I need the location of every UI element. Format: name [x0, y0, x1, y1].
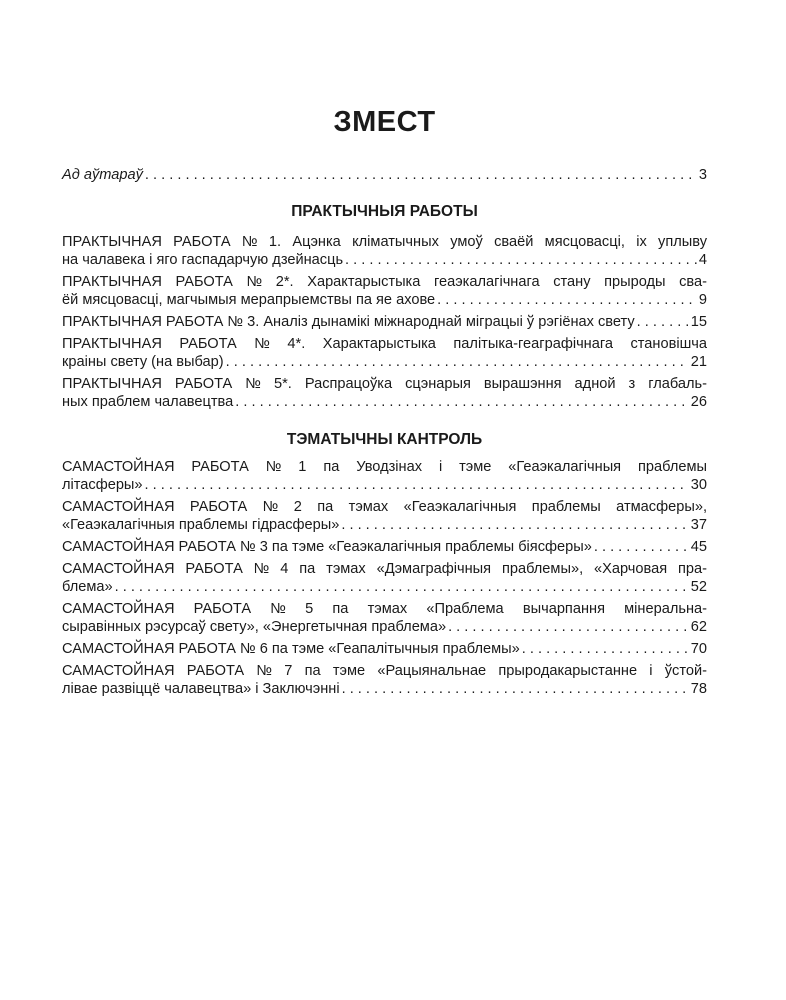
dot-leader: [341, 516, 688, 534]
toc-entry-intro[interactable]: [62, 166, 707, 184]
dot-leader: [448, 618, 689, 636]
toc-entry-line: САМАСТОЙНАЯ РАБОТА № 4 па тэмах «Дэмаграфічныя праблемы», «Харчовая пра-: [62, 561, 707, 577]
toc-entry[interactable]: [62, 662, 707, 698]
toc-entry-text: Ад аўтараў: [62, 167, 143, 183]
toc-page-number: 78: [690, 681, 707, 697]
toc-page-number: 62: [690, 619, 707, 635]
toc-entry-line: ных праблем чалавецтва: [62, 394, 234, 410]
toc-entry-line: літасферы»: [62, 477, 143, 493]
toc-entry[interactable]: [62, 335, 707, 371]
page-title: ЗМЕСТ: [333, 106, 436, 138]
toc-entry[interactable]: [62, 233, 707, 269]
toc-page-number: 26: [690, 394, 707, 410]
toc-entry-line: на чалавека і яго гаспадарчую дзейнасць: [62, 252, 344, 268]
toc-entry-line: краіны свету (на выбар): [62, 354, 224, 370]
section-heading: ПРАКТЫЧНЫЯ РАБОТЫ: [291, 203, 478, 220]
toc-entry-line: ПРАКТЫЧНАЯ РАБОТА № 4*. Характарыстыка палітыка-геаграфічнага становішча: [62, 336, 707, 352]
toc-entry-line: САМАСТОЙНАЯ РАБОТА № 2 па тэмах «Геаэкалагічныя праблемы атмасферы»,: [62, 499, 707, 515]
toc-page-number: 9: [698, 292, 707, 308]
toc-page-number: 52: [690, 579, 707, 595]
toc-entry-line: САМАСТОЙНАЯ РАБОТА № 3 па тэме «Геаэкалагічныя праблемы біясферы»: [62, 539, 592, 555]
dot-leader: [522, 640, 689, 658]
toc-sections: [62, 202, 707, 698]
toc-page-number: 4: [698, 252, 707, 268]
toc-entry[interactable]: [62, 498, 707, 534]
toc-entry[interactable]: [62, 273, 707, 309]
toc-entry[interactable]: [62, 538, 707, 556]
dot-leader: [594, 538, 689, 556]
dot-leader: [145, 476, 689, 494]
toc-entry-line: блема»: [62, 579, 113, 595]
toc-page-number: 45: [690, 539, 707, 555]
dot-leader: [437, 291, 697, 309]
toc-page: [62, 0, 707, 702]
toc-page-number: 3: [698, 167, 707, 183]
dot-leader: [235, 393, 689, 411]
toc-entry-line: лівае развіццё чалавецтва» і Заключэнні: [62, 681, 340, 697]
toc-entry[interactable]: [62, 560, 707, 596]
toc-entry[interactable]: [62, 458, 707, 494]
toc-entry[interactable]: [62, 600, 707, 636]
toc-entry-line: ПРАКТЫЧНАЯ РАБОТА № 3. Аналіз дынамікі міжнароднай міграцыі ў рэгіёнах свету: [62, 314, 635, 330]
toc-entry-line: ПРАКТЫЧНАЯ РАБОТА № 2*. Характарыстыка геаэкалагічнага стану прыроды сва-: [62, 274, 707, 290]
toc-page-number: 30: [690, 477, 707, 493]
toc-entry-line: «Геаэкалагічныя праблемы гідрасферы»: [62, 517, 340, 533]
toc-entry[interactable]: [62, 313, 707, 331]
toc-page-number: 37: [690, 517, 707, 533]
toc-entry-line: САМАСТОЙНАЯ РАБОТА № 1 па Уводзінах і тэме «Геаэкалагічныя праблемы: [62, 459, 707, 475]
dot-leader: [115, 578, 689, 596]
dot-leader: [345, 251, 697, 269]
dot-leader: [637, 313, 689, 331]
toc-page-number: 21: [690, 354, 707, 370]
dot-leader: [145, 166, 697, 184]
toc-entry-line: САМАСТОЙНАЯ РАБОТА № 5 па тэмах «Праблема вычарпання мінеральна-: [62, 601, 707, 617]
toc-page-number: 15: [690, 314, 707, 330]
toc-entry-line: ёй мясцовасці, магчымыя мерапрыемствы па яе ахове: [62, 292, 436, 308]
toc-page-number: 70: [690, 641, 707, 657]
dot-leader: [226, 353, 689, 371]
section-heading: ТЭМАТЫЧНЫ КАНТРОЛЬ: [286, 431, 483, 448]
toc-entry-line: САМАСТОЙНАЯ РАБОТА № 6 па тэме «Геапалітычныя праблемы»: [62, 641, 520, 657]
toc-entry-line: сыравінных рэсурсаў свету», «Энергетычная праблема»: [62, 619, 447, 635]
toc-entry-line: САМАСТОЙНАЯ РАБОТА № 7 па тэме «Рацыянальнае прыродакарыстанне і ўстой-: [62, 663, 707, 679]
toc-entry[interactable]: [62, 640, 707, 658]
toc-entry[interactable]: [62, 375, 707, 411]
toc-entry-line: ПРАКТЫЧНАЯ РАБОТА № 1. Ацэнка кліматычных умоў сваёй мясцовасці, іх уплыву: [62, 234, 707, 250]
toc-entry-line: ПРАКТЫЧНАЯ РАБОТА № 5*. Распрацоўка сцэнарыя вырашэння адной з глабаль-: [62, 376, 707, 392]
dot-leader: [342, 680, 689, 698]
